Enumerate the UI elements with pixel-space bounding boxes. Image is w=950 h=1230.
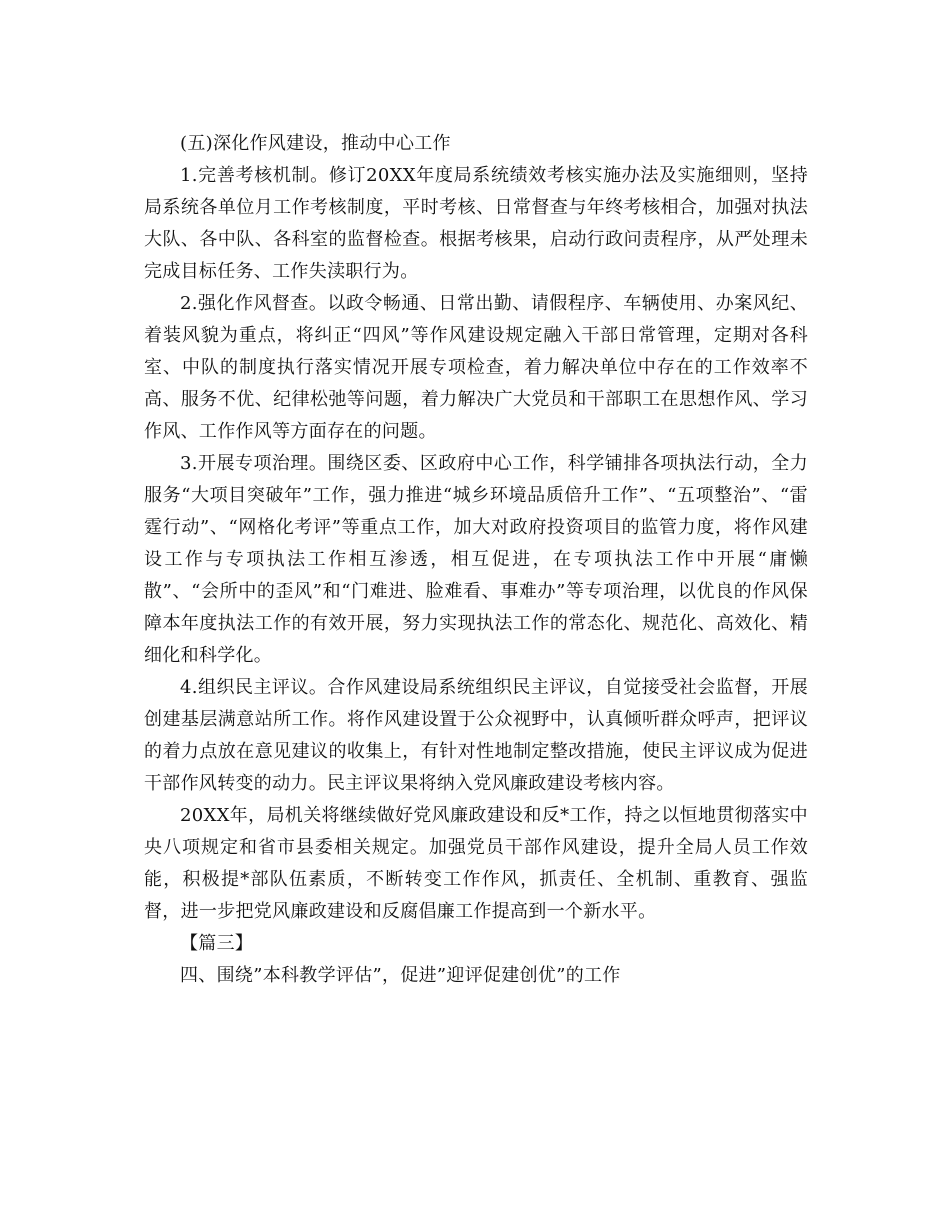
- subheading: 四、围绕”本科教学评估”，促进”迎评促建创优”的工作: [180, 965, 621, 986]
- document-body: [144, 128, 808, 992]
- paragraph-special-governance: 3.开展专项治理。围绕区委、区政府中心工作，科学铺排各项执法行动，全力服务“大项目突破年”工作，强力推进“城乡环境品质倍升工作”、“五项整治”、“雷霆行动”、“网格化考评”等重点工作，加大对政府投资项目的监管力度，将作风建设工作与专项执法工作相互渗透，相互促进，在专项执法工作中开展“庸懒散”、“会所中的歪风”和“门难进、脸难看、事难办”等专项治理，以优良的作风保障本年度执法工作的有效开展，努力实现执法工作的常态化、规范化、高效化、精细化和科学化。: [144, 453, 808, 666]
- paragraph-summary: 20XX年，局机关将继续做好党风廉政建设和反*工作，持之以恒地贯彻落实中央八项规定和省市县委相关规定。加强党员干部作风建设，提升全局人员工作效能，积极提*部队伍素质，不断转变工作作风，抓责任、全机制、重教育、强监督，进一步把党风廉政建设和反腐倡廉工作提高到一个新水平。: [144, 805, 808, 922]
- paragraph-supervision: 2.强化作风督查。以政令畅通、日常出勤、请假程序、车辆使用、办案风纪、着装风貌为重点，将纠正“四风”等作风建设规定融入干部日常管理，定期对各科室、中队的制度执行落实情况开展专项检查，着力解决单位中存在的工作效率不高、服务不优、纪律松弛等问题，着力解决广大党员和干部职工在思想作风、学习作风、工作作风等方面存在的问题。: [144, 293, 808, 442]
- paragraph-democratic-review: 4.组织民主评议。合作风建设局系统组织民主评议，自觉接受社会监督，开展创建基层满意站所工作。将作风建设置于公众视野中，认真倾听群众呼声，把评议的着力点放在意见建议的收集上，有针对性地制定整改措施，使民主评议成为促进干部作风转变的动力。民主评议果将纳入党风廉政建设考核内容。: [144, 677, 808, 794]
- section-heading: (五)深化作风建设，推动中心工作: [180, 133, 451, 154]
- paragraph-assessment: 1.完善考核机制。修订20XX年度局系统绩效考核实施办法及实施细则，坚持局系统各单位月工作考核制度，平时考核、日常督查与年终考核相合，加强对执法大队、各中队、各科室的监督检查。根据考核果，启动行政问责程序，从严处理未完成目标任务、工作失渎职行为。: [144, 165, 808, 282]
- part-label: 【篇三】: [180, 933, 254, 954]
